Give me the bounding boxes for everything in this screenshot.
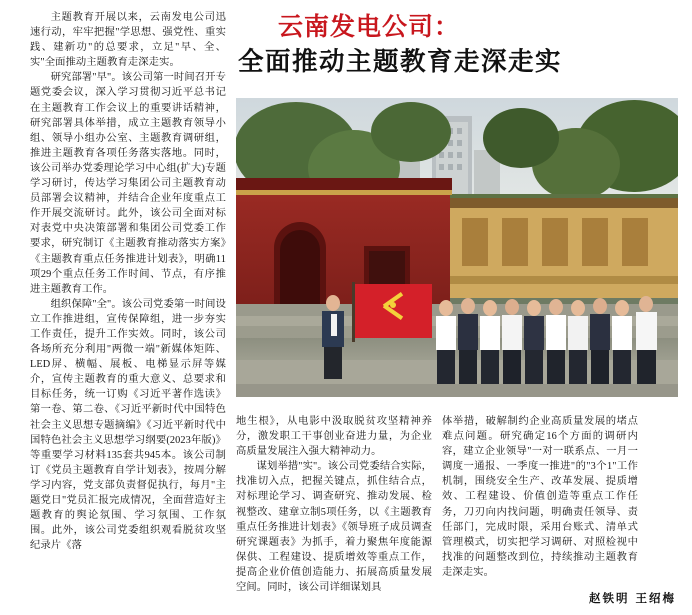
article-column-3 xyxy=(442,414,638,580)
paragraph: 谋划举措"实"。该公司党委结合实际，找准切入点，把握关键点，抓住结合点，对标理论学习、调查研究、推动发展、检视整改、建章立制5项任务，以《主题教育重点任务推进计划表》《领导班子成员调查研究课题表》为抓手，着力聚焦年度能源保供、工程建设、提质增效等重点工作，提高企业价值创造能力、拓展高质量发展空间。同时，该公司详细谋划具 xyxy=(236,461,432,594)
article-column-2 xyxy=(236,414,432,595)
paragraph: 研究部署"早"。该公司第一时间召开专题党委会议，深入学习贯彻习近平总书记在主题教育工作会议上的重要讲话精神，研究部署具体举措，成立主题教育领导小组、领导小组办公室、主题教育调研组，推进主题教育各项任务落实落地。同时，该公司举办党委理论学习中心组(扩大)专题学习研讨，传达学习集团公司主题教育动员部署会议精神，并结合企业年度重点工作开展交流研讨。此外，该公司全面对标对表党中央决策部署和集团公司党委工作要求，研究制订《主题教育推动落实方案》《主题教育重点任务推进计划表》，明确11项29个重点任务工作时间、节点，有序推进主题教育工作。 xyxy=(30,72,226,295)
headline-line-2: 全面推动主题教育走深走实 xyxy=(238,47,563,77)
article-column-1 xyxy=(30,10,226,608)
paragraph: 体举措，破解制约企业高质量发展的堵点难点问题。研究确定16个方面的调研内容，建立企业领导"一对一联系点、一月一调度一通报、一季度一推进"的"3个1"工作机制，围绕安全生产、改革发展、提质增效、工程建设、价值创造等重点工作任务，刀刃向内找问题，明确责任领导、责任部门，完成时限，采用台账式、清单式管理模式，切实把学习调研、对照检视中找准的问题整改到位，持续推动主题教育走深走实。 xyxy=(442,416,638,578)
headline-line-1: 云南发电公司： xyxy=(278,12,461,41)
byline: 赵铁明 王绍梅 xyxy=(588,591,676,605)
paragraph: 组织保障"全"。该公司党委第一时间设立工作推进组，宣传保障组，进一步夯实工作责任，提升工作实效。同时，该公司各场所充分利用"两微一端"新媒体矩阵、LED屏、横幅、展板、电梯显示屏等媒介，宣传主题教育的重大意义、总要求和目标任务，统一订购《习近平著作选读》第一卷、第二卷、《习近平新时代中国特色社会主义思想专题摘编》《习近平新时代中国特色社会主义思想学习纲要(2023年版)》等重要学习材料135套共945本。该公司制订《党员主题教育自学计划表》，按周分解学习内容，党支部负责督促执行，每月"主题党日"党员汇报完成情况，全面营造好主题教育的舆论氛围、学习氛围、工作氛围。此外，该公司党委组织观看脱贫攻坚纪录片《落 xyxy=(30,298,226,552)
paragraph: 主题教育开展以来，云南发电公司迅速行动，牢牢把握"学思想、强党性、重实践、建新功"的总要求，立足"早、全、实"全面推动主题教育走深走实。 xyxy=(30,12,226,69)
paragraph: 地生根》，从电影中汲取脱贫攻坚精神养分，激发职工干事创业奋进力量，为企业高质量发展注入强大精神动力。 xyxy=(236,416,432,458)
